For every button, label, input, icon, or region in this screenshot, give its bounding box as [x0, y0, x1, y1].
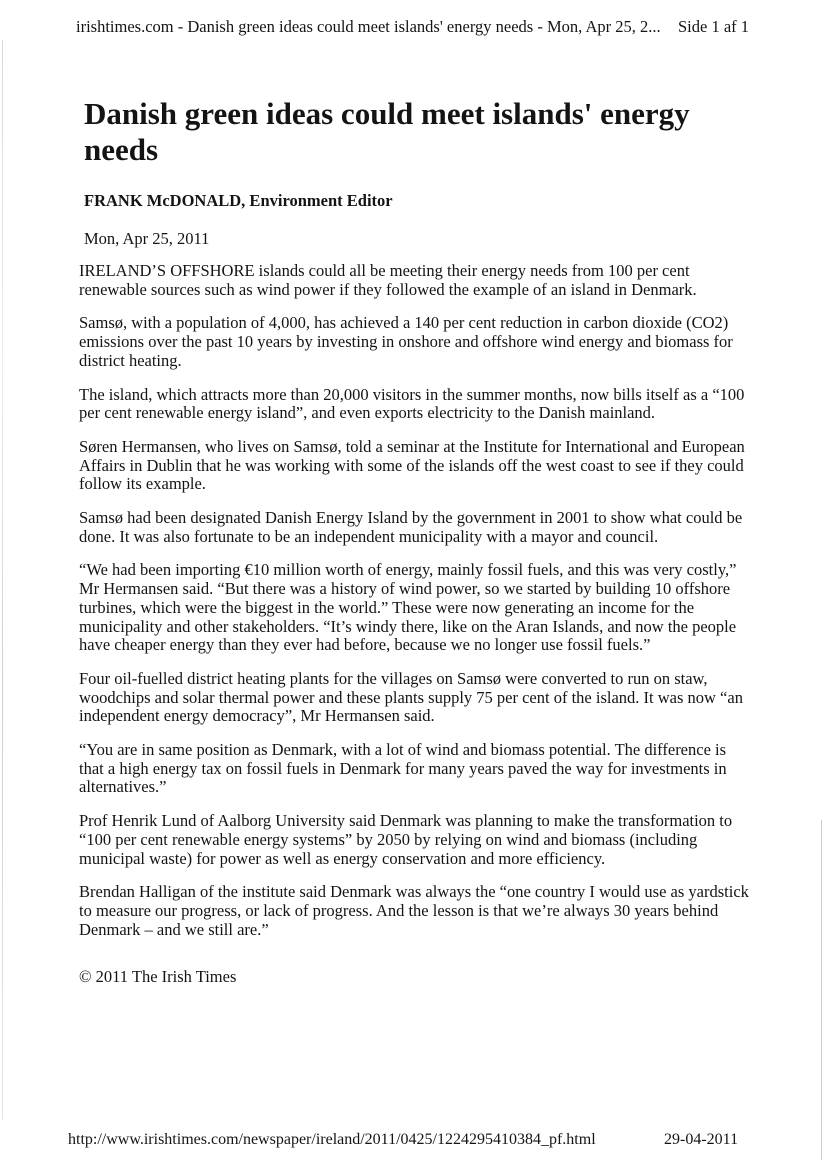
article-paragraph: The island, which attracts more than 20,000 visitors in the summer months, now bills itself as a “100 per cent renewable energy island”, and even exports electricity to the Danish mainland.: [79, 384, 745, 423]
scan-edge-right: [821, 820, 822, 1160]
print-header-title: irishtimes.com - Danish green ideas could meet islands' energy needs - Mon, Apr 25, 2...: [76, 17, 661, 36]
article-paragraph: Samsø had been designated Danish Energy Island by the government in 2001 to show what could be done. It was also fortunate to be an independent municipality with a mayor and council.: [79, 508, 743, 546]
article-paragraph: Prof Henrik Lund of Aalborg University said Denmark was planning to make the transformation to “100 per cent renewable energy systems” by 2050 by relying on wind and biomass (including municipal waste) for power as well as energy conservation and more efficiency.: [79, 811, 733, 868]
article-paragraph: IRELAND’S OFFSHORE islands could all be meeting their energy needs from 100 per cent renewable sources such as wind power if they followed the example of an island in Denmark.: [79, 261, 697, 299]
scan-edge-left: [2, 40, 3, 1120]
article-paragraph: Four oil-fuelled district heating plants for the villages on Samsø were converted to run on staw, woodchips and solar thermal power and these plants supply 75 per cent of the island. It was now “an independent energy democracy”, Mr Hermansen said.: [79, 668, 743, 726]
print-footer-url: http://www.irishtimes.com/newspaper/ireland/2011/0425/1224295410384_pf.html: [68, 1131, 596, 1148]
article-paragraph: “You are in same position as Denmark, with a lot of wind and biomass potential. The difference is that a high energy tax on fossil fuels in Denmark for many years paved the way for investments in alternatives.”: [79, 740, 727, 797]
article-paragraph: Brendan Halligan of the institute said Denmark was always the “one country I would use as yardstick to measure our progress, or lack of progress. And the lesson is that we’re always 30 years behind Denmark – and we still are.”: [79, 882, 749, 939]
copyright-notice: © 2011 The Irish Times: [79, 967, 237, 986]
print-footer-date: 29-04-2011: [664, 1131, 739, 1148]
article-headline: Danish green ideas could meet islands' energy needs: [84, 96, 690, 167]
article-body: [79, 262, 749, 954]
article-paragraph: “We had been importing €10 million worth of energy, mainly fossil fuels, and this was very costly,” Mr Hermansen said. “But there was a history of wind power, so we started by building 10 offshore turbines, which were the biggest in the world.” These were now generating an income for the municipality and other stakeholders. “It’s windy there, like on the Aran Islands, and now the people have cheaper energy than they ever had before, because we no longer use fossil fuels.”: [79, 560, 737, 655]
print-header-page-number: Side 1 af 1: [678, 17, 750, 36]
article-paragraph: Samsø, with a population of 4,000, has achieved a 140 per cent reduction in carbon dioxide (CO2) emissions over the past 10 years by investing in onshore and offshore wind energy and biomass for district heating.: [79, 313, 733, 370]
article-date: Mon, Apr 25, 2011: [84, 229, 210, 248]
article-byline: FRANK McDONALD, Environment Editor: [84, 191, 393, 210]
article-paragraph: Søren Hermansen, who lives on Samsø, told a seminar at the Institute for International and European Affairs in Dublin that he was working with some of the islands off the west coast to see if they could follow its example.: [79, 436, 745, 494]
